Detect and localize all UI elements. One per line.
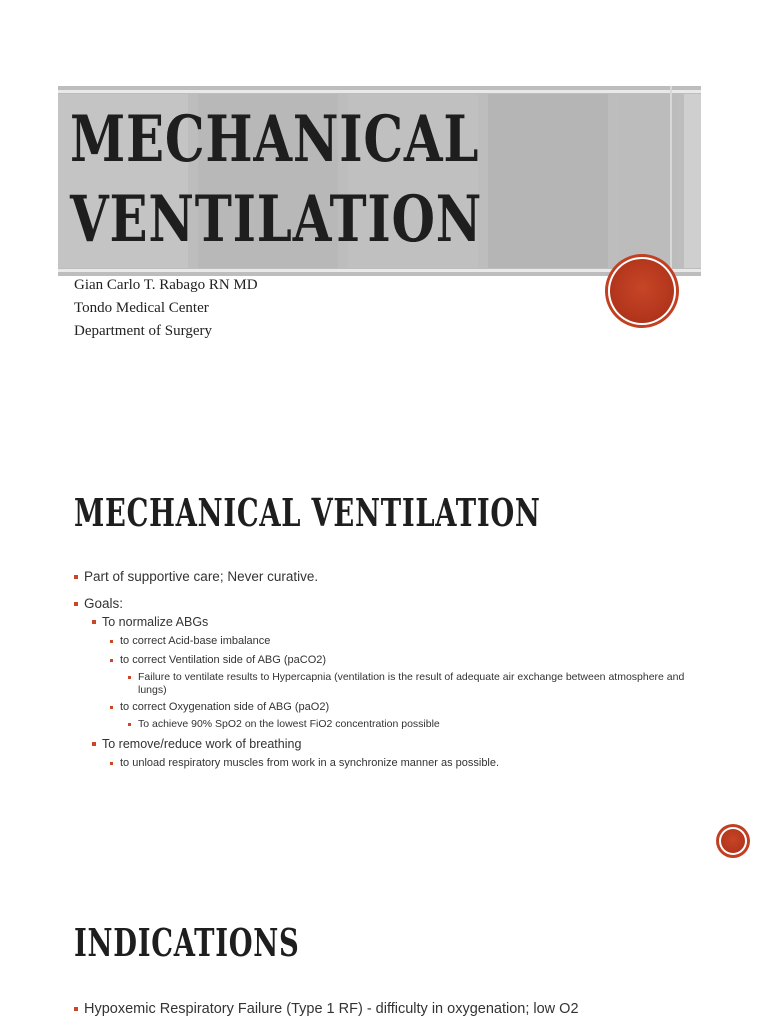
slide-heading: INDICATIONS: [74, 920, 300, 965]
list-item: [110, 633, 694, 650]
list-item: [110, 755, 694, 772]
goals-slide: [0, 430, 768, 860]
slide-heading: MECHANICAL VENTILATION: [74, 490, 541, 535]
list-item: [128, 671, 694, 697]
bullet-icon: [74, 1007, 78, 1011]
bullet-icon: [128, 723, 131, 726]
subtitle-block: [74, 274, 258, 343]
author-name: Gian Carlo T. Rabago RN MD: [74, 277, 258, 293]
list-item-text: to unload respiratory muscles from work in a synchronize manner as possible.: [120, 757, 500, 769]
list-item-text: To remove/reduce work of breathing: [102, 737, 302, 751]
list-item-text: Hypoxemic Respiratory Failure (Type 1 RF) - difficulty in oxygenation; low O2: [84, 1001, 579, 1017]
slide-title: [70, 100, 554, 260]
list-item: [110, 699, 694, 716]
bullet-icon: [74, 602, 78, 606]
list-item-text: Part of supportive care; Never curative.: [84, 569, 319, 584]
bullet-icon: [110, 762, 113, 765]
slide-title-line2: VENTILATION: [70, 182, 483, 257]
list-item: [110, 652, 694, 669]
list-item-text: to correct Acid-base imbalance: [120, 635, 271, 647]
decorative-circle-icon: [608, 257, 676, 325]
indications-slide: [0, 880, 768, 1024]
list-item-text: Failure to ventilate results to Hypercapnia (ventilation is the result of adequate air exchange between atmosphere and lungs): [138, 671, 685, 696]
bullet-icon: [128, 676, 131, 679]
bullet-icon: [92, 742, 96, 746]
list-item: [74, 595, 694, 613]
list-item: [92, 613, 694, 631]
bullet-icon: [74, 575, 78, 579]
list-item: [92, 735, 694, 753]
bullet-icon: [110, 706, 113, 709]
list-item-text: Goals:: [84, 596, 124, 611]
list-item-text: to correct Ventilation side of ABG (paCO2): [120, 654, 327, 666]
list-item: [74, 1000, 694, 1018]
list-item-text: To achieve 90% SpO2 on the lowest FiO2 concentration possible: [138, 718, 440, 730]
title-slide: [0, 0, 768, 400]
list-item-text: to correct Oxygenation side of ABG (paO2): [120, 701, 330, 713]
list-item: [128, 718, 694, 731]
institution-name: Tondo Medical Center: [74, 300, 209, 316]
bullet-icon: [110, 640, 113, 643]
list-item: [74, 568, 694, 586]
decorative-circle-icon: [719, 827, 747, 855]
list-item-text: To normalize ABGs: [102, 615, 209, 629]
bullet-icon: [92, 620, 96, 624]
slide-content: [74, 568, 694, 772]
department-name: Department of Surgery: [74, 323, 213, 339]
slide-content: [74, 1000, 694, 1027]
bullet-icon: [110, 659, 113, 662]
slide-title-line1: MECHANICAL: [70, 102, 480, 177]
